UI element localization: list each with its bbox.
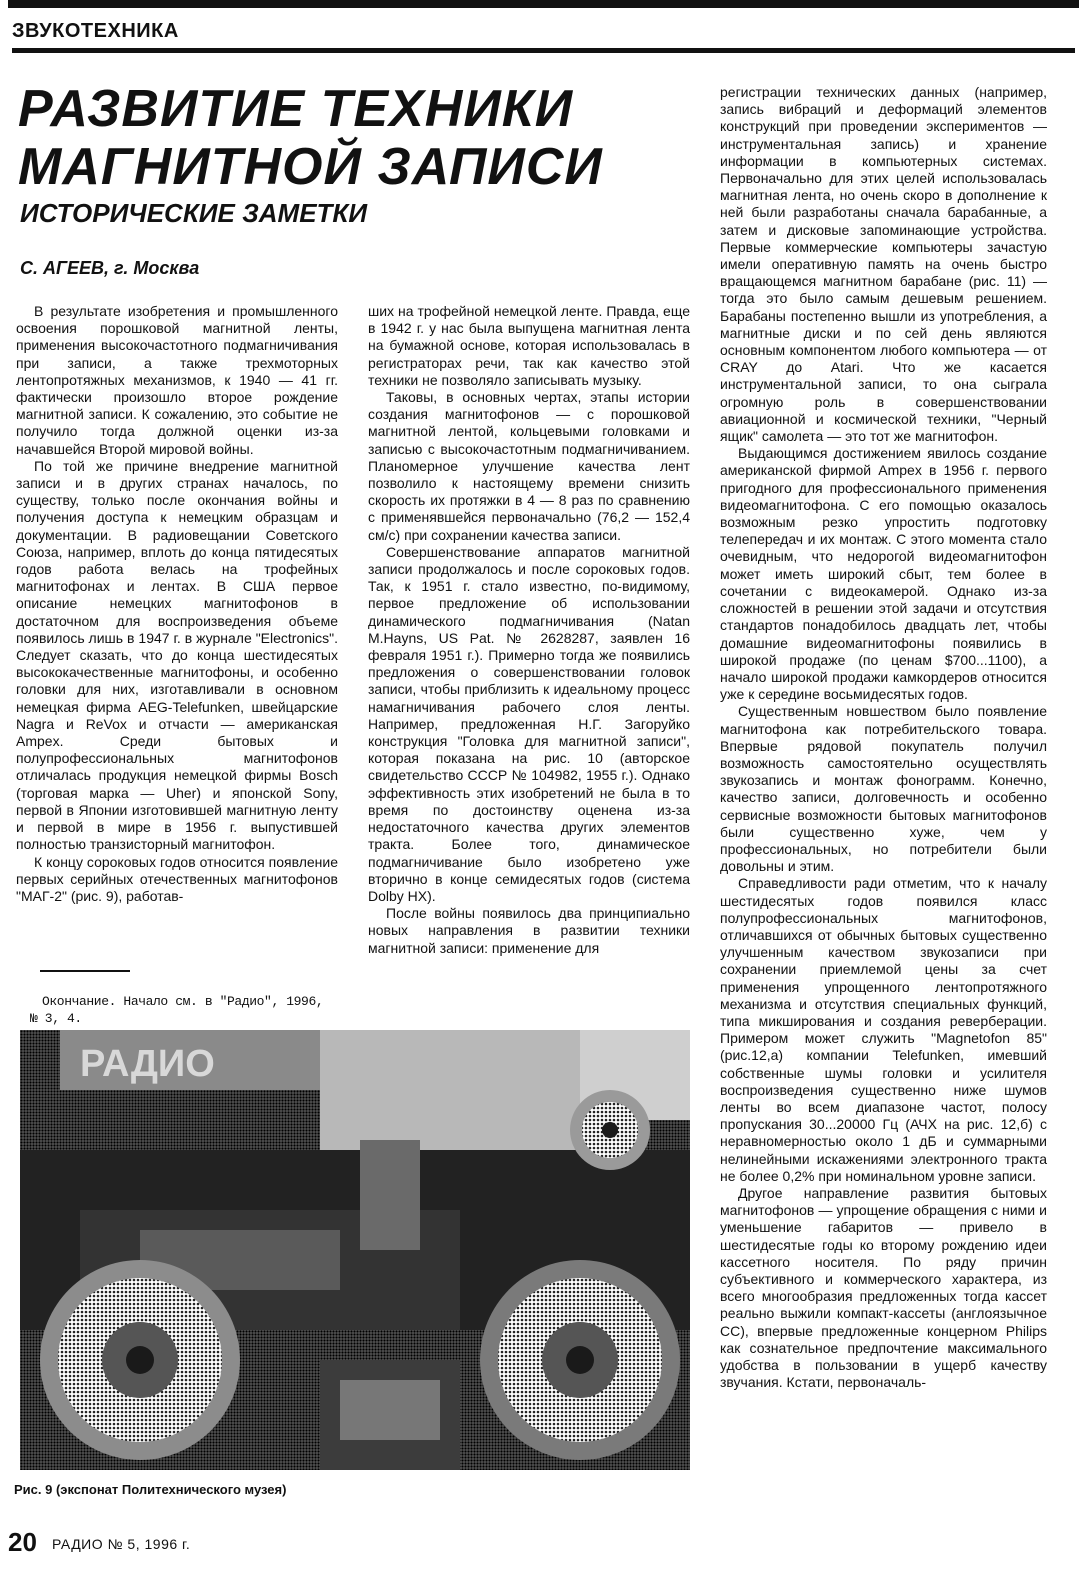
paragraph: Другое направление развития бытовых магнитофонов — упрощение обращения с ними и уменьшение габаритов — привело в шестидесятые годы ко второму рождению идеи кассетного носителя. По ряду причин субъективного и коммерческого характера, из всего многообразия предложенных тогда кассет реально выжили компакт-кассеты (англоязычное CC), впервые предложенные концерном Philips как сознательное предпочтение максимального удобства в пользовании в ущерб качеству звучания. Кстати, первоначаль- xyxy=(720,1185,1047,1391)
paragraph: ших на трофейной немецкой ленте. Правда, еще в 1942 г. у нас была выпущена магнитная лента на бумажной основе, которая использовалась в регистраторах речи, так как качество этой техники не позволяло записывать музыку. xyxy=(368,303,690,388)
page-number: 20 xyxy=(8,1527,37,1557)
footnote: Окончание. Начало см. в "Радио", 1996, № 3, 4. xyxy=(30,994,324,1026)
reel-small xyxy=(570,1090,650,1170)
title-line-1: РАЗВИТИЕ ТЕХНИКИ xyxy=(18,80,574,138)
paragraph: Существенным новшеством было появление магнитофона как потребительского товара. Впервые рядовой покупатель получил возможность самостоятельно осуществлять звукозапись и монтаж фонограмм. Конечно, качество записи, долговечность и особенно сервисные возможности бытовых магнитофонов были существенно хуже, чем у профессиональных, но потребители были довольны и этим. xyxy=(720,703,1047,875)
reel-right xyxy=(480,1260,680,1460)
text-column-1 xyxy=(16,303,338,905)
header-rule xyxy=(12,48,1075,53)
figure-caption: Рис. 9 (экспонат Политехнического музея) xyxy=(14,1482,287,1497)
footnote-rule xyxy=(40,970,130,972)
paragraph: Таковы, в основных чертах, этапы истории создания магнитофонов — с порошковой магнитной лентой, кольцевыми головками и записью с высокочастотным подмагничиванием. Планомерное улучшение качества лент позволило к настоящему времени снизить скорость их протяжки в 4 — 8 раз по сравнению с применявшейся первоначально (76,2 — 152,4 см/с) при сохранении качества записи. xyxy=(368,389,690,543)
issue-label: РАДИО № 5, 1996 г. xyxy=(52,1536,191,1552)
paragraph: После войны появилось два принципиально новых направления в развитии техники магнитной записи: применение для xyxy=(368,905,690,956)
paragraph: Выдающимся достижением явилось создание американской фирмой Ampex в 1956 г. первого пригодного для профессионального применения видеомагнитофона. С его помощью оказалось возможным резко упростить подготовку телепередач и их монтаж. С этого момента стало очевидным, что недорогой видеомагнитофон может иметь широкий сбыт, тем более в сочетании с видеокамерой. Однако из-за сложностей в решении этой задачи и отсутствия стандартов понадобилось двадцать лет, чтобы домашние видеомагнитофоны появились в широкой продаже (по ценам $700...1100), а начало широкой продажи камкордеров относится уже к середине восьмидесятых годов. xyxy=(720,445,1047,703)
text-column-2 xyxy=(368,303,690,957)
poster-lettering: РАДИО xyxy=(80,1043,215,1085)
paragraph: К концу сороковых годов относится появление первых серийных отечественных магнитофонов "МАГ-2" (рис. 9), работав- xyxy=(16,853,338,904)
paragraph: Справедливости ради отметим, что к началу шестидесятых годов появился класс полупрофессиональных магнитофонов, отличавшихся от обычных бытовых существенно улучшенным качеством звукозаписи при сохранении приемлемой цены за счет применения упрощенного лентопротяжного механизма и отсутствия специальных функций, типа микширования и создания реверберации. Примером может служить "Magnetofon 85" (рис.12,а) компании Telefunken, имевший собственные шумы головки и усилителя воспроизведения существенно ниже шумов ленты во всем диапазоне частот, полосу пропускания 30...20000 Гц (АЧХ на рис. 12,б) с неравномерностью около 1 дБ и суммарными нелинейными искажениями электронного тракта не более 0,2% при номинальном уровне записи. xyxy=(720,875,1047,1184)
section-heading: ЗВУКОТЕХНИКА xyxy=(12,20,179,42)
reel-left xyxy=(40,1260,240,1460)
title-line-2: МАГНИТНОЙ ЗАПИСИ xyxy=(18,138,603,196)
paragraph: По той же причине внедрение магнитной записи и в других странах началось, по существу, только после окончания войны и получения доступа к немецким образцам и документации. В радиовещании Советского Союза, например, вплоть до конца пятидесятых годов работа велась на трофейных магнитофонах и лентах. В США первое описание немецких магнитофонов в достаточном для воспроизведения объеме появилось лишь в 1947 г. в журнале "Electronics". Следует сказать, что до конца шестидесятых высококачественные магнитофоны, и особенно головки для них, изготавливали в основном немецкая фирма AEG-Telefunken, швейцарские Nagra и ReVox и отчасти — американская Ampex. Среди бытовых и полупрофессиональных магнитофонов отличалась продукция немецкой фирмы Bosch (торговая марка — Uher) и японской Sony, первой в Японии изготовившей магнитную ленту и первой в мире в 1956 г. выпустившей полностью транзисторный магнитофон. xyxy=(16,457,338,853)
paragraph: Совершенствование аппаратов магнитной записи продолжалось и после сороковых годов. Так, к 1951 г. стало известно, по-видимому, первое предложение об использовании динамического подмагничивания (Natan M.Hayns, US Pat. № 2628287, заявлен 16 февраля 1951 г.). Примерно тогда же появились предложения о совершенствовании головок записи, чтобы приблизить к идеальному процесс намагничивания рабочего слоя ленты. Например, предложенная Н.Г. Загоруйко конструкция "Головка для магнитной записи", которая показана на рис. 10 (авторское свидетельство СССР № 104982, 1955 г.). Однако эффективность этих изобретений не была в то время по достоинству оценена из-за недостаточного качества других элементов тракта. Более того, динамическое подмагничивание было изобретено уже вторично в конце семидесятых годов (система Dolby HX). xyxy=(368,543,690,904)
article-subtitle: ИСТОРИЧЕСКИЕ ЗАМЕТКИ xyxy=(20,198,368,228)
text-column-3 xyxy=(720,84,1047,1391)
article-title xyxy=(18,80,698,196)
author-byline: С. АГЕЕВ, г. Москва xyxy=(20,258,200,278)
paragraph: В результате изобретения и промышленного освоения порошковой магнитной ленты, применения высокочастотного подмагничивания при записи, а также трехмоторных лентопротяжных механизмов, к 1940 — 41 гг. фактически произошло второе рождение магнитной записи. К сожалению, это событие не получило тогда должной оценки из-за начавшейся Второй мировой войны. xyxy=(16,303,338,457)
figure-9-photo xyxy=(20,1030,690,1470)
top-border xyxy=(8,0,1079,8)
paragraph: регистрации технических данных (например, запись вибраций и деформаций элементов конструкций при проведении экспериментов — инструментальная запись) и хранение информации в компьютерных системах. Первоначально для этих целей использовалась магнитная лента, но очень скоро в дополнение к ней были разработаны сначала барабанные, а затем и дисковые запоминающие устройства. Первые коммерческие компьютеры зачастую имели оперативную память на очень быстро вращающемся магнитном барабане (рис. 11) — тогда это было самым дешевым решением. Барабаны постепенно вышли из употребления, а магнитные диски и по сей день являются основным компонентом любого компьютера — от CRAY до Atari. Что же касается инструментальной записи, то она сыграла огромную роль в совершенствовании авиационной и космической техники, "Черный ящик" самолета — это тот же магнитофон. xyxy=(720,84,1047,445)
